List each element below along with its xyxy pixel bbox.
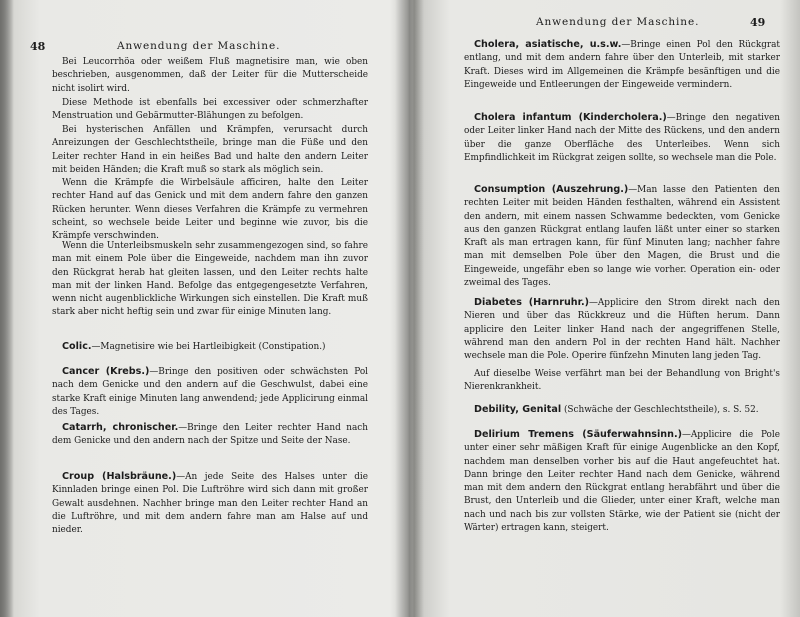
- paragraph: Bei hysterischen Anfällen und Krämpfen, verursacht durch Anreizungen der Geschlechtstheile, bringe man die Füße und den Leiter rechter Hand in ein heißes Bad und halte den andern Leiter mit beiden Händen; die Kraft muß so stark als möglich sein.: [52, 125, 368, 175]
- entry-heading: Debility, Genital: [474, 404, 562, 415]
- entry-cancer: Cancer (Krebs.)—Bringe den positiven oder schwächsten Pol nach dem Genicke und den andern auf die Geschwulst, dabei eine starke Kraft einige Minuten lang anwendend; jede Applicirung einmal des Tages.: [52, 366, 369, 417]
- entry-heading: Delirium Tremens (Säuferwahnsinn.): [474, 429, 682, 440]
- running-header: Anwendung der Maschine.: [536, 16, 700, 28]
- page-number: 48: [30, 40, 46, 53]
- paragraph: Diese Methode ist ebenfalls bei excessiver oder schmerzhafter Menstruation und Gebärmutter-Blähungen zu befolgen.: [52, 98, 368, 122]
- entry-heading: Catarrh, chronischer.: [62, 422, 179, 433]
- entry-debility: Debility, Genital (Schwäche der Geschlechtstheile), s. S. 52.: [474, 404, 759, 415]
- entry-heading: Cholera, asiatische, u.s.w.: [474, 39, 622, 50]
- entry-diabetes: Diabetes (Harnruhr.)—Applicire den Strom direkt nach den Nieren und über das Rückkreuz und die Hüften herum. Dann applicire den Leiter linker Hand nach der angegriffenen Stelle, während man den andern Pol in der rechten Hand hält. Nachher wechsele man die Pole. Operire fünfzehn Minuten lang jeden Tag.: [464, 297, 780, 362]
- entry-delirium-tremens: Delirium Tremens (Säuferwahnsinn.)—Applicire die Pole unter einer sehr mäßigen Kraft für einige Augenblicke an den Kopf, nachdem man denselben vorher bis auf die Haut angefeuchtet hat. Dann bringe den Leiter rechter Hand nach dem Genicke, während man mit dem andern den Rückgrat entlang herabfährt und über die Brust, den Unterleib und die Glieder, unter einer Kraft, welche man nach und nach bis zur vollsten Stärke, wie der Patient sie (nicht der Wärter) ertragen kann, steigert.: [464, 429, 780, 534]
- paragraph: Auf dieselbe Weise verfährt man bei der Behandlung von Bright's Nierenkrankheit.: [464, 369, 780, 393]
- entry-consumption: Consumption (Auszehrung.)—Man lasse den Patienten den rechten Leiter mit beiden Händen festhalten, während ein Assistent den andern, mit einem nassen Schwamme bedeckten, vom Genicke aus den ganzen Rückgrat entlang laufen läßt unter einer so starken Kraft als man ertragen kann, für fünf Minuten lang; nachher fahre man mit demselben Pole über den Magen, die Brust und die Eingeweide, ungefähr eben so lange wie vorher. Operation ein- oder zweimal des Tages.: [464, 184, 780, 289]
- paragraph: Wenn die Unterleibsmuskeln sehr zusammengezogen sind, so fahre man mit einem Pole über die Eingeweide, nachdem man ihn zuvor den Rückgrat herab hat gleiten lassen, und den Leiter rechts halte man mit der linken Hand. Befolge das entgegengesetzte Verfahren, wenn nicht augenblickliche Wirkungen sich einstellen. Die Kraft muß stark aber nicht heftig sein und zwar für einige Minuten lang.: [52, 241, 368, 318]
- entry-heading: Cholera infantum (Kindercholera.): [474, 112, 667, 123]
- entry-cholera-infantum: Cholera infantum (Kindercholera.)—Bringe den negativen oder Leiter linker Hand nach der Mitte des Rückens, und den andern über die ganze Oberfläche des Unterleibes. Wenn sich Empfindlichkeit im Rückgrat zeigen sollte, so wechsele man die Pole.: [464, 112, 780, 163]
- entry-heading: Diabetes (Harnruhr.): [474, 297, 590, 308]
- running-header: Anwendung der Maschine.: [117, 40, 281, 52]
- entry-heading: Croup (Halsbräune.): [62, 471, 177, 482]
- entry-catarrh: Catarrh, chronischer.—Bringe den Leiter rechter Hand nach dem Genicke und den andern nach der Spitze und Seite der Nase.: [52, 422, 368, 447]
- entry-heading: Colic.: [62, 341, 92, 352]
- entry-croup: Croup (Halsbräune.)—An jede Seite des Halses unter die Kinnladen bringe einen Pol. Die Luftröhre wird sich dann mit großer Gewalt ausdehnen. Nachher bringe man den Leiter rechter Hand an die Luftröhre, und mit dem andern fahre man am Halse auf und nieder.: [52, 471, 368, 536]
- right-page: [412, 0, 800, 617]
- paragraph: Bei Leucorrhöa oder weißem Fluß magnetisire man, wie oben beschrieben, ausgenommen, daß der Leiter für die Mutterscheide nicht isolirt wird.: [52, 57, 368, 94]
- entry-heading: Cancer (Krebs.): [62, 366, 150, 377]
- page-number: 49: [750, 16, 766, 29]
- entry-heading: Consumption (Auszehrung.): [474, 184, 629, 195]
- entry-colic: Colic.—Magnetisire wie bei Hartleibigkeit (Constipation.): [62, 341, 326, 352]
- paragraph: Wenn die Krämpfe die Wirbelsäule afficiren, halte den Leiter rechter Hand auf das Genick und mit dem andern fahre den ganzen Rücken herunter. Wenn dieses Verfahren die Krämpfe zu vermehren scheint, so wechsele beide Leiter und beginne wie zuvor, bis die Krämpfe verschwinden.: [52, 178, 368, 242]
- entry-cholera-asiatica: Cholera, asiatische, u.s.w.—Bringe einen Pol den Rückgrat entlang, und mit dem andern fahre über den Unterleib, mit starker Kraft. Dieses wird im Allgemeinen die Krämpfe besänftigen und die Eingeweide und Entleerungen der Eingeweide vermindern.: [464, 39, 780, 90]
